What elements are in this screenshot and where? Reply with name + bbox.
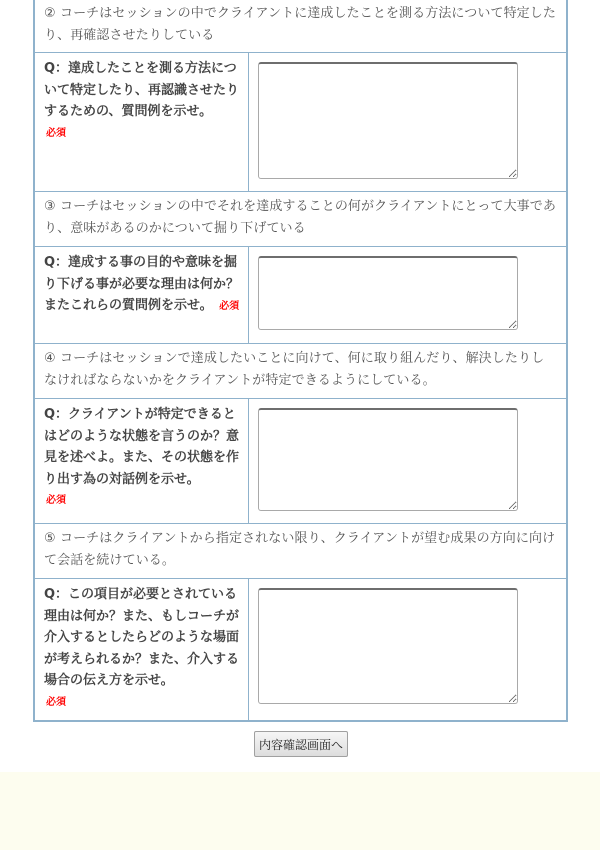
answer-textarea-2[interactable] xyxy=(258,62,518,179)
required-badge: 必須 xyxy=(46,495,66,507)
question-cell xyxy=(34,247,248,344)
required-badge: 必須 xyxy=(219,301,240,313)
section-description: ④ コーチはセッションで達成したいことに向けて、何に取り組んだり、解決したりしなければならないかをクライアントが特定できるようにしている。 xyxy=(34,344,567,399)
question-text: Q：クライアントが特定できるとはどのような状態を言うのか？意見を述べよ。また、その状態を作り出す為の対話例を示せ。 xyxy=(44,407,240,487)
answer-textarea-4[interactable] xyxy=(258,408,518,511)
section-description: ⑤ コーチはクライアントから指定されない限り、クライアントが望む成果の方向に向けて会話を続けている。 xyxy=(34,524,567,579)
question-text: Q：達成する事の目的や意味を掘り下げる事が必要な理由は何か？またこれらの質問例を示せ。 xyxy=(44,255,240,314)
submit-area xyxy=(0,731,600,757)
section-description-row xyxy=(34,192,567,247)
question-text: Q：この項目が必要とされている理由は何か？また、もしコーチが介入するとしたらどのような場面が考えられるか？また、介入する場合の伝え方を示せ。 xyxy=(44,587,240,689)
answer-textarea-5[interactable] xyxy=(258,588,518,704)
section-description: ③ コーチはセッションの中でそれを達成することの何がクライアントにとって大事であり、意味があるのかについて掘り下げている xyxy=(34,192,567,247)
required-badge: 必須 xyxy=(46,696,66,708)
question-text: Q：達成したことを測る方法について特定したり、再認識させたりするための、質問例を示せ。 xyxy=(44,61,240,120)
question-row xyxy=(34,399,567,524)
section-description-row xyxy=(34,524,567,579)
answer-cell xyxy=(248,247,567,344)
question-row xyxy=(34,579,567,721)
section-description-row xyxy=(34,344,567,399)
answer-cell xyxy=(248,53,567,192)
section-description-row xyxy=(34,0,567,53)
answer-textarea-3[interactable] xyxy=(258,256,518,330)
question-row xyxy=(34,53,567,192)
question-cell xyxy=(34,399,248,524)
section-description: ② コーチはセッションの中でクライアントに達成したことを測る方法について特定したり、再確認させたりしている xyxy=(34,0,567,53)
confirm-button[interactable]: 内容確認画面へ xyxy=(254,731,348,757)
questionnaire-table xyxy=(33,0,568,722)
answer-cell xyxy=(248,399,567,524)
question-cell xyxy=(34,579,248,721)
question-cell xyxy=(34,53,248,192)
required-badge: 必須 xyxy=(46,127,66,139)
answer-cell xyxy=(248,579,567,721)
question-row xyxy=(34,247,567,344)
footer-background xyxy=(0,772,600,850)
